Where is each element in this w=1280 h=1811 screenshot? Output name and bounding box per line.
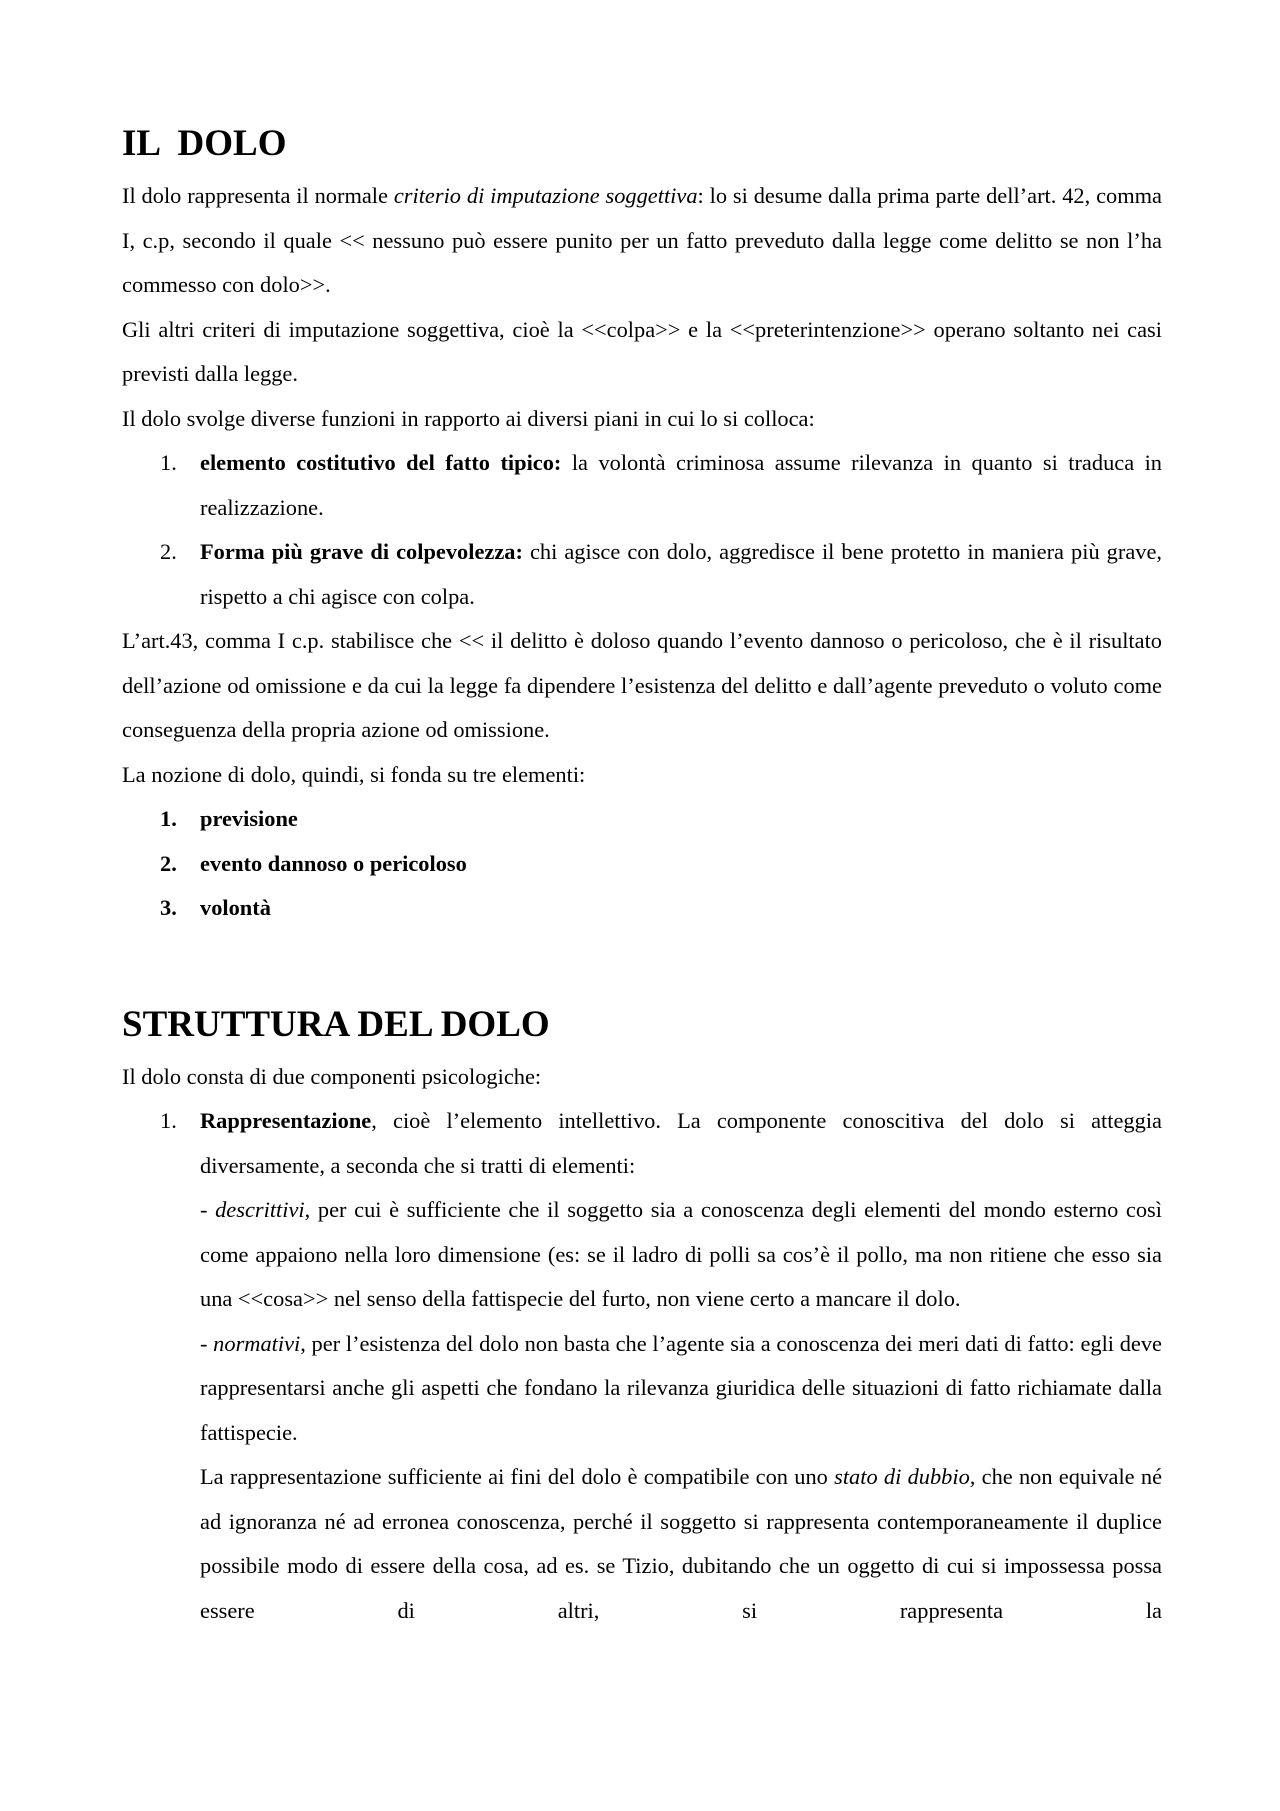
list-item-label: evento dannoso o pericoloso	[200, 850, 467, 876]
component-descriptive	[200, 1188, 1162, 1322]
component-intro	[200, 1099, 1162, 1188]
document-page	[122, 120, 1162, 1633]
list-number: 1.	[160, 1108, 177, 1133]
list-number: 3.	[160, 895, 177, 920]
list-item	[122, 1099, 1162, 1633]
list-item-bold: elemento costitutivo del fatto tipico:	[200, 450, 562, 475]
functions-list	[122, 441, 1162, 619]
paragraph-intro	[122, 174, 1162, 308]
component-bold: Rappresentazione	[200, 1108, 372, 1133]
elements-list	[122, 797, 1162, 931]
normative-text: , per l’esistenza del dolo non basta che l’agente sia a conoscenza dei meri dati di fatto: egli deve rappresentarsi anche gli aspetti che fondano la rilevanza giuridica delle situazioni di fatto richiamate dalla fattispecie.	[200, 1330, 1162, 1445]
list-number: 2.	[160, 850, 177, 876]
list-item-label: previsione	[200, 806, 298, 831]
list-number: 1.	[160, 806, 177, 831]
list-item	[122, 441, 1162, 530]
list-item	[122, 886, 1162, 931]
section-title-struttura: STRUTTURA DEL DOLO	[122, 1003, 550, 1045]
list-item-label: volontà	[200, 895, 271, 920]
paragraph-intro-c: : lo si desume dalla prima parte dell’art. 42, comma I, c.p, secondo il quale << nessuno può essere punito per un fatto preveduto dalla legge come delitto se non l’ha commesso con dolo>>.	[122, 183, 1162, 297]
descriptive-italic: descrittivi	[215, 1197, 305, 1222]
paragraph-other-criteria: Gli altri criteri di imputazione soggettiva, cioè la <<colpa>> e la <<preterintenzione>> operano soltanto nei casi previsti dalla legge.	[122, 316, 1162, 386]
paragraph-intro-a: Il dolo rappresenta il normale	[122, 183, 394, 208]
section-title-il-dolo: IL DOLO	[122, 123, 287, 164]
normative-italic: normativi	[213, 1330, 301, 1356]
dash: -	[200, 1197, 216, 1222]
component-normative	[200, 1322, 1162, 1456]
doubt-italic: stato di dubbio,	[834, 1464, 976, 1489]
component-doubt	[200, 1455, 1162, 1633]
paragraph-functions-intro: Il dolo svolge diverse funzioni in rapporto ai diversi piani in cui lo si colloca:	[122, 405, 815, 431]
component-intro-text: , cioè l’elemento intellettivo. La componente conoscitiva del dolo si atteggia diversamente, a seconda che si tratti di elementi:	[200, 1108, 1162, 1178]
list-item-bold: Forma più grave di colpevolezza:	[200, 539, 523, 564]
doubt-text-a: La rappresentazione sufficiente ai fini del dolo è compatibile con uno	[200, 1464, 835, 1489]
list-number: 1.	[160, 450, 177, 475]
list-item-text: chi agisce con dolo, aggredisce il bene protetto in maniera più grave, rispetto a chi agisce con colpa.	[200, 539, 1162, 609]
list-item	[122, 797, 1162, 842]
list-item	[122, 842, 1162, 887]
list-item-text: la volontà criminosa assume rilevanza in quanto si traduca in realizzazione.	[200, 450, 1162, 520]
list-item	[122, 530, 1162, 619]
doubt-text-b: che non equivale né ad ignoranza né ad erronea conoscenza, perché il soggetto si rappresenta contemporaneamente il duplice possibile modo di essere della cosa, ad es. se Tizio, dubitando che un oggetto di cui si impossessa possa essere di altri, si rappresenta la	[200, 1464, 1163, 1623]
paragraph-art43: L’art.43, comma I c.p. stabilisce che << il delitto è doloso quando l’evento dannoso o pericoloso, che è il risultato dell’azione od omissione e da cui la legge fa dipendere l’esistenza del delitto e dall’agente preveduto o voluto come conseguenza della propria azione od omissione.	[122, 628, 1162, 742]
paragraph-elements-intro: La nozione di dolo, quindi, si fonda su tre elementi:	[122, 761, 586, 787]
list-number: 2.	[160, 539, 177, 564]
descriptive-text: , per cui è sufficiente che il soggetto sia a conoscenza degli elementi del mondo esterno così come appaiono nella loro dimensione (es: se il ladro di polli sa cos’è il pollo, ma non ritiene che esso sia una <<cosa>> nel senso della fattispecie del furto, non viene certo a mancare il dolo.	[200, 1197, 1162, 1311]
paragraph-components-intro: Il dolo consta di due componenti psicologiche:	[122, 1063, 542, 1089]
paragraph-intro-italic: criterio di imputazione soggettiva	[393, 183, 698, 208]
dash: -	[200, 1330, 214, 1356]
components-list	[122, 1099, 1162, 1633]
